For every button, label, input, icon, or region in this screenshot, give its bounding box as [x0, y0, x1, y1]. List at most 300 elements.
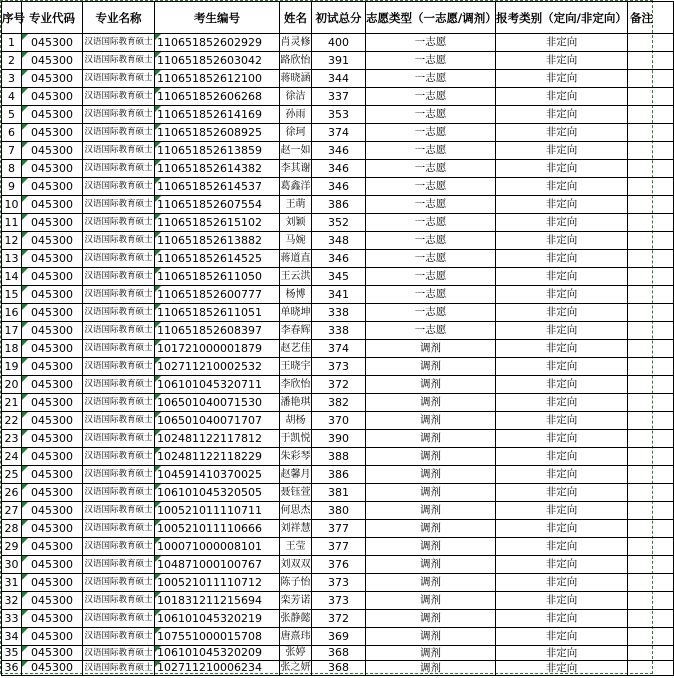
cell-wish[interactable] — [366, 232, 496, 250]
cell-score[interactable] — [312, 70, 366, 88]
cell-id[interactable] — [155, 484, 280, 502]
cell-code[interactable] — [22, 34, 83, 52]
cell-name[interactable] — [280, 142, 312, 160]
cell-id[interactable] — [155, 448, 280, 466]
cell-name[interactable] — [280, 538, 312, 556]
cell-score[interactable] — [312, 322, 366, 340]
cell-idx[interactable] — [2, 124, 22, 142]
cell-category[interactable] — [496, 340, 628, 358]
cell-wish[interactable] — [366, 556, 496, 574]
cell-major[interactable] — [83, 502, 155, 520]
cell-wish[interactable] — [366, 178, 496, 196]
cell-category[interactable] — [496, 286, 628, 304]
cell-note[interactable] — [628, 214, 674, 232]
cell-wish[interactable] — [366, 484, 496, 502]
cell-category[interactable] — [496, 661, 628, 676]
cell-name[interactable] — [280, 232, 312, 250]
cell-major[interactable] — [83, 196, 155, 214]
cell-name[interactable] — [280, 196, 312, 214]
cell-major[interactable] — [83, 322, 155, 340]
cell-name[interactable] — [280, 448, 312, 466]
cell-code[interactable] — [22, 538, 83, 556]
cell-score[interactable] — [312, 106, 366, 124]
cell-wish[interactable] — [366, 304, 496, 322]
cell-score[interactable] — [312, 196, 366, 214]
cell-category[interactable] — [496, 466, 628, 484]
cell-score[interactable] — [312, 574, 366, 592]
cell-code[interactable] — [22, 268, 83, 286]
cell-category[interactable] — [496, 124, 628, 142]
cell-name[interactable] — [280, 160, 312, 178]
cell-category[interactable] — [496, 556, 628, 574]
cell-wish[interactable] — [366, 160, 496, 178]
cell-category[interactable] — [496, 358, 628, 376]
cell-score[interactable] — [312, 124, 366, 142]
cell-category[interactable] — [496, 160, 628, 178]
cell-idx[interactable] — [2, 52, 22, 70]
cell-category[interactable] — [496, 142, 628, 160]
cell-category[interactable] — [496, 574, 628, 592]
cell-code[interactable] — [22, 412, 83, 430]
cell-name[interactable] — [280, 376, 312, 394]
cell-idx[interactable] — [2, 661, 22, 676]
cell-idx[interactable] — [2, 160, 22, 178]
cell-note[interactable] — [628, 142, 674, 160]
cell-code[interactable] — [22, 160, 83, 178]
cell-category[interactable] — [496, 268, 628, 286]
cell-id[interactable] — [155, 538, 280, 556]
cell-name[interactable] — [280, 304, 312, 322]
cell-score[interactable] — [312, 661, 366, 676]
cell-idx[interactable] — [2, 574, 22, 592]
cell-note[interactable] — [628, 358, 674, 376]
cell-code[interactable] — [22, 322, 83, 340]
cell-category[interactable] — [496, 196, 628, 214]
cell-note[interactable] — [628, 376, 674, 394]
cell-category[interactable] — [496, 52, 628, 70]
cell-category[interactable] — [496, 106, 628, 124]
cell-id[interactable] — [155, 178, 280, 196]
cell-note[interactable] — [628, 556, 674, 574]
cell-score[interactable] — [312, 178, 366, 196]
cell-major[interactable] — [83, 178, 155, 196]
cell-wish[interactable] — [366, 268, 496, 286]
cell-major[interactable] — [83, 124, 155, 142]
cell-score[interactable] — [312, 448, 366, 466]
cell-code[interactable] — [22, 196, 83, 214]
cell-note[interactable] — [628, 232, 674, 250]
cell-name[interactable] — [280, 268, 312, 286]
cell-code[interactable] — [22, 232, 83, 250]
cell-score[interactable] — [312, 592, 366, 610]
cell-major[interactable] — [83, 556, 155, 574]
cell-major[interactable] — [83, 340, 155, 358]
cell-major[interactable] — [83, 610, 155, 628]
cell-name[interactable] — [280, 556, 312, 574]
cell-wish[interactable] — [366, 412, 496, 430]
cell-name[interactable] — [280, 661, 312, 676]
cell-code[interactable] — [22, 358, 83, 376]
cell-id[interactable] — [155, 322, 280, 340]
cell-category[interactable] — [496, 178, 628, 196]
cell-major[interactable] — [83, 376, 155, 394]
cell-score[interactable] — [312, 628, 366, 646]
cell-id[interactable] — [155, 250, 280, 268]
cell-name[interactable] — [280, 88, 312, 106]
cell-wish[interactable] — [366, 286, 496, 304]
cell-category[interactable] — [496, 214, 628, 232]
cell-major[interactable] — [83, 592, 155, 610]
cell-code[interactable] — [22, 88, 83, 106]
cell-idx[interactable] — [2, 196, 22, 214]
cell-idx[interactable] — [2, 70, 22, 88]
cell-code[interactable] — [22, 286, 83, 304]
cell-id[interactable] — [155, 502, 280, 520]
cell-idx[interactable] — [2, 556, 22, 574]
cell-id[interactable] — [155, 646, 280, 661]
cell-score[interactable] — [312, 232, 366, 250]
cell-score[interactable] — [312, 556, 366, 574]
cell-note[interactable] — [628, 394, 674, 412]
cell-code[interactable] — [22, 484, 83, 502]
cell-idx[interactable] — [2, 484, 22, 502]
cell-idx[interactable] — [2, 322, 22, 340]
cell-score[interactable] — [312, 340, 366, 358]
cell-note[interactable] — [628, 34, 674, 52]
cell-code[interactable] — [22, 214, 83, 232]
cell-name[interactable] — [280, 250, 312, 268]
cell-id[interactable] — [155, 268, 280, 286]
cell-id[interactable] — [155, 610, 280, 628]
cell-name[interactable] — [280, 124, 312, 142]
cell-name[interactable] — [280, 358, 312, 376]
cell-wish[interactable] — [366, 106, 496, 124]
cell-id[interactable] — [155, 34, 280, 52]
cell-category[interactable] — [496, 610, 628, 628]
cell-note[interactable] — [628, 448, 674, 466]
cell-code[interactable] — [22, 646, 83, 661]
cell-wish[interactable] — [366, 430, 496, 448]
cell-category[interactable] — [496, 304, 628, 322]
cell-code[interactable] — [22, 394, 83, 412]
cell-category[interactable] — [496, 628, 628, 646]
cell-major[interactable] — [83, 412, 155, 430]
cell-score[interactable] — [312, 610, 366, 628]
cell-note[interactable] — [628, 340, 674, 358]
cell-id[interactable] — [155, 304, 280, 322]
cell-id[interactable] — [155, 466, 280, 484]
cell-code[interactable] — [22, 520, 83, 538]
cell-note[interactable] — [628, 250, 674, 268]
cell-score[interactable] — [312, 268, 366, 286]
cell-idx[interactable] — [2, 286, 22, 304]
cell-major[interactable] — [83, 430, 155, 448]
cell-id[interactable] — [155, 340, 280, 358]
cell-id[interactable] — [155, 106, 280, 124]
cell-category[interactable] — [496, 88, 628, 106]
cell-major[interactable] — [83, 52, 155, 70]
cell-wish[interactable] — [366, 502, 496, 520]
cell-idx[interactable] — [2, 502, 22, 520]
cell-major[interactable] — [83, 394, 155, 412]
cell-note[interactable] — [628, 538, 674, 556]
cell-major[interactable] — [83, 646, 155, 661]
cell-code[interactable] — [22, 610, 83, 628]
cell-category[interactable] — [496, 484, 628, 502]
cell-wish[interactable] — [366, 538, 496, 556]
cell-id[interactable] — [155, 286, 280, 304]
cell-name[interactable] — [280, 34, 312, 52]
cell-idx[interactable] — [2, 448, 22, 466]
cell-major[interactable] — [83, 34, 155, 52]
cell-wish[interactable] — [366, 70, 496, 88]
cell-id[interactable] — [155, 160, 280, 178]
cell-code[interactable] — [22, 52, 83, 70]
cell-idx[interactable] — [2, 430, 22, 448]
cell-score[interactable] — [312, 286, 366, 304]
cell-idx[interactable] — [2, 646, 22, 661]
cell-name[interactable] — [280, 466, 312, 484]
cell-wish[interactable] — [366, 52, 496, 70]
cell-note[interactable] — [628, 106, 674, 124]
cell-wish[interactable] — [366, 520, 496, 538]
cell-code[interactable] — [22, 556, 83, 574]
cell-score[interactable] — [312, 412, 366, 430]
cell-id[interactable] — [155, 592, 280, 610]
cell-id[interactable] — [155, 232, 280, 250]
cell-id[interactable] — [155, 88, 280, 106]
cell-note[interactable] — [628, 268, 674, 286]
cell-name[interactable] — [280, 412, 312, 430]
cell-note[interactable] — [628, 628, 674, 646]
cell-category[interactable] — [496, 412, 628, 430]
cell-note[interactable] — [628, 52, 674, 70]
cell-idx[interactable] — [2, 628, 22, 646]
cell-category[interactable] — [496, 646, 628, 661]
cell-idx[interactable] — [2, 610, 22, 628]
cell-category[interactable] — [496, 322, 628, 340]
cell-major[interactable] — [83, 106, 155, 124]
cell-idx[interactable] — [2, 142, 22, 160]
cell-code[interactable] — [22, 376, 83, 394]
cell-category[interactable] — [496, 394, 628, 412]
cell-category[interactable] — [496, 520, 628, 538]
cell-idx[interactable] — [2, 34, 22, 52]
cell-major[interactable] — [83, 286, 155, 304]
cell-wish[interactable] — [366, 610, 496, 628]
cell-note[interactable] — [628, 178, 674, 196]
cell-score[interactable] — [312, 376, 366, 394]
cell-code[interactable] — [22, 340, 83, 358]
cell-score[interactable] — [312, 214, 366, 232]
cell-score[interactable] — [312, 142, 366, 160]
cell-id[interactable] — [155, 358, 280, 376]
cell-id[interactable] — [155, 52, 280, 70]
cell-category[interactable] — [496, 250, 628, 268]
cell-note[interactable] — [628, 160, 674, 178]
cell-score[interactable] — [312, 646, 366, 661]
cell-major[interactable] — [83, 214, 155, 232]
cell-code[interactable] — [22, 106, 83, 124]
cell-code[interactable] — [22, 142, 83, 160]
cell-category[interactable] — [496, 592, 628, 610]
cell-wish[interactable] — [366, 250, 496, 268]
cell-code[interactable] — [22, 70, 83, 88]
cell-note[interactable] — [628, 430, 674, 448]
cell-wish[interactable] — [366, 448, 496, 466]
cell-wish[interactable] — [366, 628, 496, 646]
cell-name[interactable] — [280, 484, 312, 502]
cell-code[interactable] — [22, 250, 83, 268]
cell-id[interactable] — [155, 214, 280, 232]
cell-name[interactable] — [280, 520, 312, 538]
cell-idx[interactable] — [2, 250, 22, 268]
cell-major[interactable] — [83, 448, 155, 466]
cell-id[interactable] — [155, 124, 280, 142]
cell-wish[interactable] — [366, 34, 496, 52]
cell-note[interactable] — [628, 610, 674, 628]
cell-score[interactable] — [312, 430, 366, 448]
cell-score[interactable] — [312, 88, 366, 106]
cell-wish[interactable] — [366, 376, 496, 394]
cell-idx[interactable] — [2, 394, 22, 412]
cell-note[interactable] — [628, 322, 674, 340]
cell-name[interactable] — [280, 502, 312, 520]
cell-name[interactable] — [280, 286, 312, 304]
cell-note[interactable] — [628, 592, 674, 610]
cell-major[interactable] — [83, 232, 155, 250]
cell-major[interactable] — [83, 628, 155, 646]
cell-wish[interactable] — [366, 142, 496, 160]
cell-score[interactable] — [312, 52, 366, 70]
cell-category[interactable] — [496, 538, 628, 556]
cell-name[interactable] — [280, 574, 312, 592]
cell-score[interactable] — [312, 484, 366, 502]
cell-note[interactable] — [628, 304, 674, 322]
cell-major[interactable] — [83, 661, 155, 676]
cell-wish[interactable] — [366, 214, 496, 232]
cell-major[interactable] — [83, 142, 155, 160]
cell-name[interactable] — [280, 610, 312, 628]
cell-score[interactable] — [312, 160, 366, 178]
cell-id[interactable] — [155, 394, 280, 412]
cell-idx[interactable] — [2, 538, 22, 556]
cell-id[interactable] — [155, 142, 280, 160]
cell-code[interactable] — [22, 628, 83, 646]
cell-note[interactable] — [628, 88, 674, 106]
cell-name[interactable] — [280, 340, 312, 358]
cell-wish[interactable] — [366, 592, 496, 610]
cell-major[interactable] — [83, 484, 155, 502]
cell-note[interactable] — [628, 466, 674, 484]
cell-major[interactable] — [83, 250, 155, 268]
cell-idx[interactable] — [2, 268, 22, 286]
cell-note[interactable] — [628, 574, 674, 592]
cell-major[interactable] — [83, 520, 155, 538]
cell-idx[interactable] — [2, 376, 22, 394]
cell-note[interactable] — [628, 520, 674, 538]
cell-major[interactable] — [83, 268, 155, 286]
cell-id[interactable] — [155, 430, 280, 448]
cell-note[interactable] — [628, 484, 674, 502]
cell-name[interactable] — [280, 394, 312, 412]
cell-note[interactable] — [628, 124, 674, 142]
cell-category[interactable] — [496, 502, 628, 520]
cell-major[interactable] — [83, 466, 155, 484]
cell-idx[interactable] — [2, 358, 22, 376]
cell-code[interactable] — [22, 124, 83, 142]
cell-idx[interactable] — [2, 88, 22, 106]
cell-category[interactable] — [496, 232, 628, 250]
cell-code[interactable] — [22, 502, 83, 520]
cell-major[interactable] — [83, 88, 155, 106]
cell-score[interactable] — [312, 304, 366, 322]
cell-id[interactable] — [155, 196, 280, 214]
cell-name[interactable] — [280, 628, 312, 646]
cell-score[interactable] — [312, 520, 366, 538]
cell-name[interactable] — [280, 52, 312, 70]
cell-name[interactable] — [280, 178, 312, 196]
cell-idx[interactable] — [2, 304, 22, 322]
cell-wish[interactable] — [366, 88, 496, 106]
cell-note[interactable] — [628, 661, 674, 676]
cell-category[interactable] — [496, 376, 628, 394]
cell-note[interactable] — [628, 70, 674, 88]
cell-name[interactable] — [280, 430, 312, 448]
cell-score[interactable] — [312, 250, 366, 268]
cell-code[interactable] — [22, 661, 83, 676]
cell-code[interactable] — [22, 430, 83, 448]
cell-idx[interactable] — [2, 178, 22, 196]
cell-wish[interactable] — [366, 358, 496, 376]
cell-id[interactable] — [155, 376, 280, 394]
cell-category[interactable] — [496, 70, 628, 88]
cell-score[interactable] — [312, 394, 366, 412]
cell-score[interactable] — [312, 538, 366, 556]
cell-idx[interactable] — [2, 592, 22, 610]
cell-id[interactable] — [155, 70, 280, 88]
cell-score[interactable] — [312, 466, 366, 484]
cell-wish[interactable] — [366, 394, 496, 412]
cell-score[interactable] — [312, 358, 366, 376]
cell-name[interactable] — [280, 106, 312, 124]
cell-name[interactable] — [280, 646, 312, 661]
cell-wish[interactable] — [366, 196, 496, 214]
cell-id[interactable] — [155, 628, 280, 646]
cell-idx[interactable] — [2, 232, 22, 250]
cell-id[interactable] — [155, 520, 280, 538]
cell-code[interactable] — [22, 466, 83, 484]
cell-id[interactable] — [155, 574, 280, 592]
cell-idx[interactable] — [2, 520, 22, 538]
cell-code[interactable] — [22, 304, 83, 322]
cell-category[interactable] — [496, 448, 628, 466]
cell-id[interactable] — [155, 556, 280, 574]
cell-idx[interactable] — [2, 214, 22, 232]
cell-code[interactable] — [22, 448, 83, 466]
cell-score[interactable] — [312, 34, 366, 52]
cell-major[interactable] — [83, 574, 155, 592]
cell-name[interactable] — [280, 70, 312, 88]
cell-name[interactable] — [280, 214, 312, 232]
cell-idx[interactable] — [2, 106, 22, 124]
cell-major[interactable] — [83, 538, 155, 556]
cell-category[interactable] — [496, 430, 628, 448]
cell-score[interactable] — [312, 502, 366, 520]
cell-wish[interactable] — [366, 646, 496, 661]
cell-idx[interactable] — [2, 340, 22, 358]
cell-wish[interactable] — [366, 322, 496, 340]
